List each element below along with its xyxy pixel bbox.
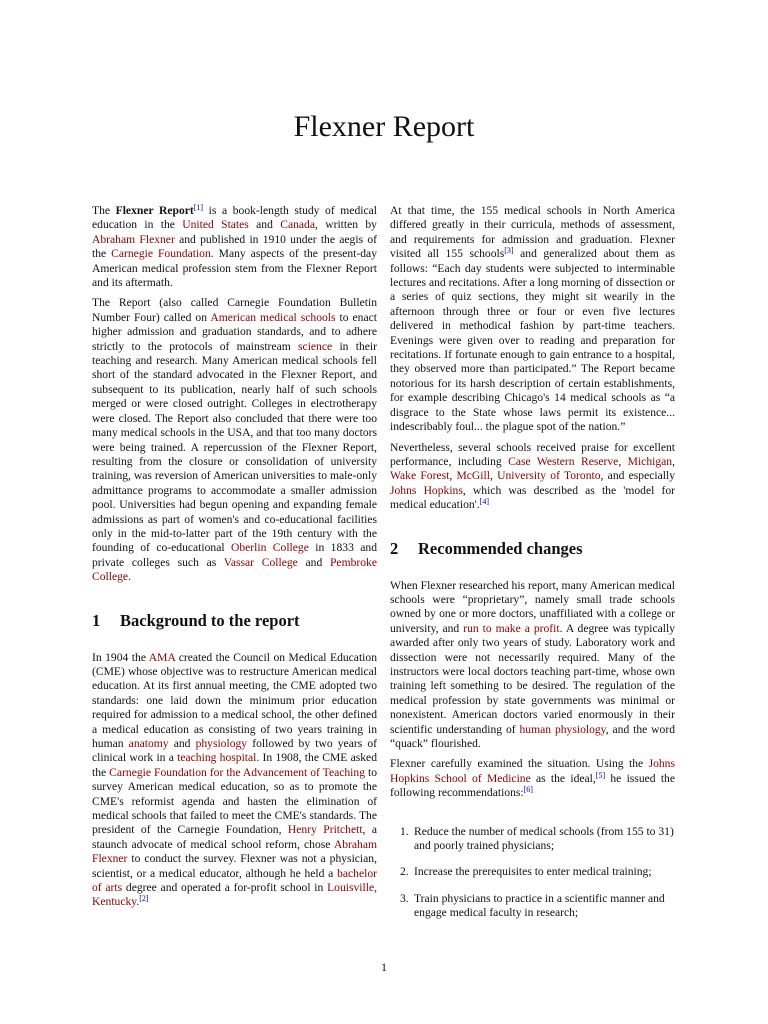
link-carnegie-foundation[interactable]: Carnegie Foundation bbox=[111, 247, 211, 261]
link-pembroke-college[interactable]: Pembroke College bbox=[92, 555, 377, 584]
list-item bbox=[390, 892, 675, 921]
citation-link[interactable]: [3] bbox=[504, 246, 514, 256]
link-abraham-flexner[interactable]: Abraham Flexner bbox=[92, 232, 175, 246]
link-vassar-college[interactable]: Vassar College bbox=[223, 555, 298, 569]
schools-paragraph: At that time, the 155 medical schools in North America differed greatly in their curricula, methods of assessment, and requirements for admission and graduation. Flexner visited all 155 schools[3] and generalized about them as follows: “Each day students were subjected to interminable lectures and recitations. After a long morning of dissection or a series of quiz sections, they might sit wearily in the afternoon through three or four or even five lectures delivered in methodical fashion by part-time teachers. Evenings were given over to reading and preparation for recitations. If fortunate enough to gain entrance to a hospital, they observed more than participated.” The Report became notorious for its harsh description of certain establishments, for example describing Chicago's 14 medical schools as “a disgrace to the State whose laws permit its existence... indescribably foul... the plague spot of the nation.” bbox=[390, 204, 675, 434]
list-item-number: 1. bbox=[400, 824, 409, 838]
right-column bbox=[390, 204, 675, 933]
list-item-number: 2. bbox=[400, 865, 409, 879]
intro-paragraph-1: The Flexner Report[1] is a book-length study of medical education in the United States and Canada, written by Abraham Flexner and published in 1910 under the aegis of the Carnegie Foundation. Many aspects of the present-day American medical profession stem from the Flexner Report and its aftermath. bbox=[92, 203, 378, 290]
list-item-text: Train physicians to practice in a scientific manner and engage medical faculty in research; bbox=[414, 891, 665, 920]
link-bachelor-of-arts[interactable]: bachelor of arts bbox=[92, 866, 377, 895]
link-johns-hopkins[interactable]: Johns Hopkins bbox=[390, 483, 463, 497]
list-item-number: 3. bbox=[400, 891, 409, 905]
background-paragraph: In 1904 the AMA created the Council on Medical Education (CME) whose objective was to restructure American medical education. At its first annual meeting, the CME adopted two standards: one laid down the minimum prior education required for admission to a medical school, the other defined a medical education as consisting of two years training in human anatomy and physiology followed by two years of clinical work in a teaching hospital. In 1908, the CME asked the Carnegie Foundation for the Advancement of Teaching to survey American medical education, so as to promote the CME's reformist agenda and hasten the elimination of medical schools that failed to meet the CME's standards. The president of the Carnegie Foundation, Henry Pritchett, a staunch advocate of medical school reform, chose Abraham Flexner to conduct the survey. Flexner was not a physician, scientist, or a medical educator, although he held a bachelor of arts degree and operated a for-profit school in Louisville, Kentucky.[2] bbox=[92, 650, 378, 909]
proprietary-schools-paragraph: When Flexner researched his report, many American medical schools were “proprietary”, namely small trade schools owned by one or more doctors, unaffiliated with a college or university, and run to make a profit. A degree was typically awarded after only two years of study. Laboratory work and dissection were not necessarily required. Many of the instructors were local doctors teaching part-time, whose own training left something to be desired. The regulation of the medical profession by state governments was minimal or nonexistent. American doctors varied enormously in their scientific understanding of human physiology, and the word “quack” flourished. bbox=[390, 578, 676, 750]
link-case-western-reserve[interactable]: Case Western Reserve bbox=[508, 454, 619, 468]
citation-link[interactable]: [6] bbox=[523, 785, 533, 795]
citation-link[interactable]: [5] bbox=[595, 770, 606, 780]
section-heading-background bbox=[92, 611, 377, 631]
link-wake-forest[interactable]: Wake Forest bbox=[390, 469, 450, 483]
section-title: Recommended changes bbox=[418, 538, 583, 558]
link-louisville-kentucky[interactable]: Louisville, Kentucky bbox=[92, 881, 377, 909]
link-university-of-toronto[interactable]: University of Toronto bbox=[497, 469, 601, 483]
link-united-states[interactable]: United States bbox=[182, 218, 249, 232]
citation-link[interactable]: [1] bbox=[193, 203, 204, 212]
section-number: 2 bbox=[390, 538, 399, 558]
list-item-text: Increase the prerequisites to enter medical training; bbox=[414, 865, 652, 879]
link-oberlin-college[interactable]: Oberlin College bbox=[230, 541, 309, 555]
section-title: Background to the report bbox=[120, 610, 300, 630]
list-item bbox=[390, 865, 675, 879]
citation-link[interactable]: [2] bbox=[139, 894, 149, 904]
praise-paragraph: Nevertheless, several schools received praise for excellent performance, including Case Western Reserve, Michigan, Wake Forest, McGill, University of Toronto, and especially Johns Hopkins, which was described as the 'model for medical education'.[4] bbox=[390, 440, 675, 512]
link-american-medical-schools[interactable]: American medical schools bbox=[210, 310, 336, 324]
citation-link[interactable]: [4] bbox=[479, 497, 489, 507]
link-anatomy[interactable]: anatomy bbox=[128, 737, 169, 750]
link-michigan[interactable]: Michigan bbox=[627, 454, 673, 468]
link-johns-hopkins-school-of-medicine[interactable]: Johns Hopkins School of Medicine bbox=[390, 757, 675, 785]
link-canada[interactable]: Canada bbox=[280, 218, 315, 232]
section-heading-recommended-changes bbox=[390, 539, 675, 559]
section-number: 1 bbox=[92, 610, 101, 630]
link-science[interactable]: science bbox=[298, 339, 333, 353]
link-mcgill[interactable]: McGill bbox=[456, 469, 490, 483]
link-physiology[interactable]: physiology bbox=[195, 737, 248, 750]
page-number: 1 bbox=[381, 960, 387, 974]
list-item-text: Reduce the number of medical schools (from 155 to 31) and poorly trained physicians; bbox=[414, 824, 674, 853]
link-carnegie-foundation-advancement-teaching[interactable]: Carnegie Foundation for the Advancement of Teaching bbox=[109, 765, 365, 779]
link-henry-pritchett[interactable]: Henry Pritchett bbox=[287, 823, 363, 837]
intro-paragraph-2: The Report (also called Carnegie Foundation Bulletin Number Four) called on American medical schools to enact higher admission and graduation standards, and to adhere strictly to the protocols of mainstream science in their teaching and research. Many American medical schools fell short of the standard advocated in the Flexner Report, and subsequent to its publication, nearly half of such schools merged or were closed outright. Colleges in electrotherapy were closed. The Report also concluded that there were too many medical schools in the USA, and that too many doctors were being trained. A repercussion of the Flexner Report, resulting from the closure or consolidation of university training, was reversion of American universities to male-only admittance programs to accommodate a smaller admission pool. Universities had begun opening and expanding female admissions as part of women's and co-educational facilities only in the mid-to-latter part of the 19th century with the founding of co-educational Oberlin College in 1833 and private colleges such as Vassar College and Pembroke College. bbox=[92, 296, 378, 584]
recommendations-list bbox=[390, 825, 675, 921]
link-ama[interactable]: AMA bbox=[148, 650, 176, 664]
link-run-to-make-a-profit[interactable]: run to make a profit bbox=[463, 621, 560, 635]
left-column bbox=[92, 204, 377, 916]
link-human-physiology[interactable]: human physiology bbox=[519, 722, 606, 736]
link-teaching-hospital[interactable]: teaching hospital bbox=[177, 751, 257, 765]
link-abraham-flexner[interactable]: Abraham Flexner bbox=[92, 837, 377, 866]
page-title: Flexner Report bbox=[293, 110, 475, 143]
article-subject: Flexner Report bbox=[115, 204, 194, 217]
list-item bbox=[390, 825, 675, 854]
recommendations-intro-paragraph: Flexner carefully examined the situation. Using the Johns Hopkins School of Medicine as the ideal,[5] he issued the following recommendations:[6] bbox=[390, 757, 675, 800]
